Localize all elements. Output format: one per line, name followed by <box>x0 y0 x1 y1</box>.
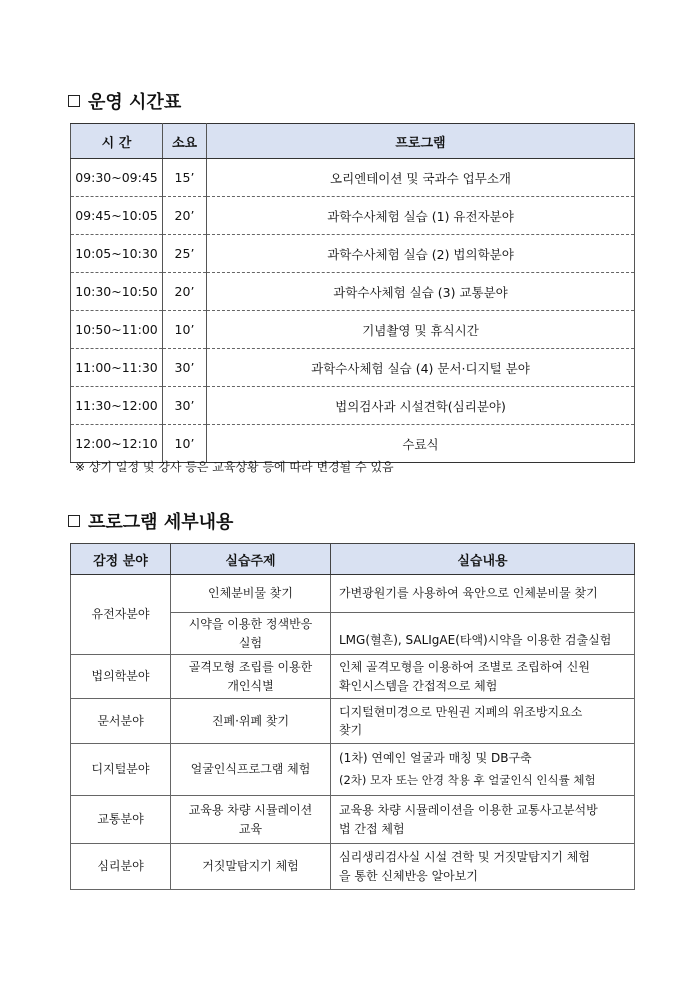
table-row <box>71 796 635 844</box>
topic-line: 교육 <box>238 821 263 836</box>
duration-cell: 20’ <box>163 197 207 235</box>
schedule-header-row <box>71 124 635 159</box>
content-line: 교육용 차량 시뮬레이션을 이용한 교통사고분석방 <box>339 803 598 818</box>
time-cell: 10:50~11:00 <box>71 311 163 349</box>
content-cell <box>331 796 635 844</box>
time-cell: 11:00~11:30 <box>71 349 163 387</box>
time-cell: 12:00~12:10 <box>71 425 163 463</box>
time-cell: 09:30~09:45 <box>71 159 163 197</box>
topic-cell: 거짓말탐지기 체험 <box>171 844 331 890</box>
header-time: 시 간 <box>71 124 163 159</box>
topic-cell <box>171 613 331 655</box>
area-cell: 유전자분야 <box>71 575 171 655</box>
content-cell: LMG(혈흔), SALIgAE(타액)시약을 이용한 검출실험 <box>331 613 635 655</box>
section-title-text: 프로그램 세부내용 <box>88 512 234 533</box>
topic-line: 골격모형 조립를 이용한 <box>188 660 313 675</box>
content-line: (2차) 모자 또는 안경 착용 후 얼굴인식 인식률 체험 <box>339 773 596 788</box>
checkbox-icon <box>68 95 80 107</box>
duration-cell: 30’ <box>163 349 207 387</box>
checkbox-icon <box>68 515 80 527</box>
schedule-note: ※ 상기 일정 및 강사 등은 교육상황 등에 따라 변경될 수 있음 <box>75 460 394 474</box>
area-cell: 법의학분야 <box>71 655 171 699</box>
content-cell <box>331 699 635 744</box>
content-cell <box>331 744 635 796</box>
duration-cell: 10’ <box>163 425 207 463</box>
topic-line: 교육용 차량 시뮬레이션 <box>188 803 313 818</box>
area-cell: 심리분야 <box>71 844 171 890</box>
table-row <box>71 699 635 744</box>
table-row <box>71 844 635 890</box>
area-cell: 문서분야 <box>71 699 171 744</box>
header-program: 프로그램 <box>207 124 635 159</box>
table-row <box>71 197 635 235</box>
program-cell: 법의검사과 시설견학(심리분야) <box>207 387 635 425</box>
program-cell: 과학수사체험 실습 (3) 교통분야 <box>207 273 635 311</box>
header-duration: 소요 <box>163 124 207 159</box>
time-cell: 09:45~10:05 <box>71 197 163 235</box>
duration-cell: 15’ <box>163 159 207 197</box>
details-header-row <box>71 544 635 575</box>
table-row <box>71 387 635 425</box>
topic-line: 실험 <box>238 635 263 650</box>
topic-line: 시약을 이용한 정색반응 <box>188 617 313 631</box>
table-row <box>71 655 635 699</box>
content-line: 을 통한 신체반응 알아보기 <box>339 868 478 883</box>
topic-cell <box>171 796 331 844</box>
section-title-details <box>68 508 233 534</box>
duration-cell: 10’ <box>163 311 207 349</box>
program-cell: 수료식 <box>207 425 635 463</box>
header-topic: 실습주제 <box>171 544 331 575</box>
schedule-table <box>70 123 635 463</box>
time-cell: 10:30~10:50 <box>71 273 163 311</box>
duration-cell: 20’ <box>163 273 207 311</box>
details-table <box>70 543 635 890</box>
topic-cell: 얼굴인식프로그램 체험 <box>171 744 331 796</box>
topic-cell: 진폐·위폐 찾기 <box>171 699 331 744</box>
content-line: 심리생리검사실 시설 견학 및 거짓말탐지기 체험 <box>339 850 590 865</box>
table-row <box>71 159 635 197</box>
content-line: 확인시스템을 간접적으로 체험 <box>339 678 498 693</box>
area-cell: 디지털분야 <box>71 744 171 796</box>
time-cell: 11:30~12:00 <box>71 387 163 425</box>
topic-cell <box>171 655 331 699</box>
content-cell: 가변광원기를 사용하여 육안으로 인체분비물 찾기 <box>331 575 635 613</box>
section-title-schedule <box>68 88 181 114</box>
topic-cell: 인체분비물 찾기 <box>171 575 331 613</box>
program-cell: 오리엔테이션 및 국과수 업무소개 <box>207 159 635 197</box>
table-row <box>71 235 635 273</box>
duration-cell: 30’ <box>163 387 207 425</box>
program-cell: 과학수사체험 실습 (1) 유전자분야 <box>207 197 635 235</box>
table-row <box>71 311 635 349</box>
duration-cell: 25’ <box>163 235 207 273</box>
content-line: (1차) 연예인 얼굴과 매칭 및 DB구축 <box>339 751 532 766</box>
table-row <box>71 273 635 311</box>
content-cell <box>331 655 635 699</box>
table-row <box>71 575 635 613</box>
table-row <box>71 349 635 387</box>
section-title-text: 운영 시간표 <box>88 92 182 113</box>
area-cell: 교통분야 <box>71 796 171 844</box>
program-cell: 기념촬영 및 휴식시간 <box>207 311 635 349</box>
header-area: 감정 분야 <box>71 544 171 575</box>
content-line: 찾기 <box>339 723 363 738</box>
time-cell: 10:05~10:30 <box>71 235 163 273</box>
content-line: 인체 골격모형을 이용하여 조별로 조립하여 신원 <box>339 660 590 675</box>
program-cell: 과학수사체험 실습 (4) 문서·디지털 분야 <box>207 349 635 387</box>
table-row <box>71 744 635 796</box>
program-cell: 과학수사체험 실습 (2) 법의학분야 <box>207 235 635 273</box>
content-line: 법 간접 체험 <box>339 821 405 836</box>
content-cell <box>331 844 635 890</box>
content-line: 디지털현미경으로 만원권 지폐의 위조방지요소 <box>339 704 583 719</box>
topic-line: 개인식별 <box>227 678 274 693</box>
table-row <box>71 425 635 463</box>
header-content: 실습내용 <box>331 544 635 575</box>
